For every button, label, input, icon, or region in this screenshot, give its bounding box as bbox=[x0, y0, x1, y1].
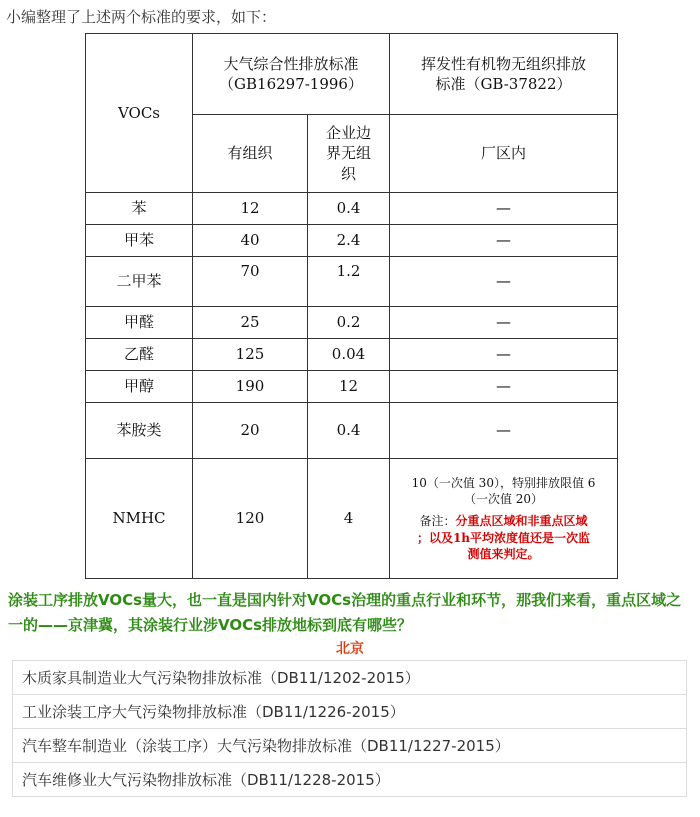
std2-title: 挥发性有机物无组织排放 bbox=[420, 54, 586, 73]
organized-value: 70 bbox=[193, 257, 308, 307]
std2-code: 标准（GB-37822） bbox=[435, 75, 572, 93]
boundary-value: 1.2 bbox=[308, 257, 390, 307]
nmhc-limit-line1: 10（一次值 30），特别排放限值 6 bbox=[411, 476, 596, 491]
organized-value: 20 bbox=[193, 403, 308, 459]
pollutant-name: 甲苯 bbox=[86, 225, 193, 257]
plant-value: — bbox=[390, 339, 618, 371]
nmhc-plant-note bbox=[390, 459, 618, 579]
standards-list bbox=[12, 661, 687, 797]
plant-value: — bbox=[390, 257, 618, 307]
list-item: 工业涂装工序大气污染物排放标准（DB11/1226-2015） bbox=[12, 694, 687, 729]
note-red-line2: ；以及1h平均浓度值还是一次监 bbox=[416, 530, 591, 545]
boundary-value: 4 bbox=[308, 459, 390, 579]
pollutant-name: NMHC bbox=[86, 459, 193, 579]
boundary-value: 0.04 bbox=[308, 339, 390, 371]
organized-header: 有组织 bbox=[193, 115, 308, 193]
plant-value: — bbox=[390, 403, 618, 459]
boundary-value: 0.2 bbox=[308, 307, 390, 339]
plant-value: — bbox=[390, 225, 618, 257]
vocs-header: VOCs bbox=[86, 34, 193, 193]
note-red-line3: 测值来判定。 bbox=[467, 546, 540, 561]
std1-header bbox=[193, 34, 390, 115]
std1-code: （GB16297-1996） bbox=[219, 75, 363, 93]
table-row bbox=[86, 307, 618, 339]
boundary-header: 企业边界无组织 bbox=[308, 115, 390, 193]
boundary-value: 0.4 bbox=[308, 403, 390, 459]
green-paragraph: 涂装工序排放VOCs量大，也一直是国内针对VOCs治理的重点行业和环节，那我们来看，重点区域之一的——京津冀，其涂装行业涉VOCs排放地标到底有哪些？ bbox=[8, 591, 682, 634]
std1-title: 大气综合性排放标准 bbox=[223, 54, 359, 73]
table-row bbox=[86, 193, 618, 225]
boundary-value: 12 bbox=[308, 371, 390, 403]
boundary-value: 0.4 bbox=[308, 193, 390, 225]
pollutant-name: 甲醛 bbox=[86, 307, 193, 339]
table-row bbox=[86, 371, 618, 403]
nmhc-limit-line2: （一次值 20） bbox=[463, 492, 544, 507]
list-item: 木质家具制造业大气污染物排放标准（DB11/1202-2015） bbox=[12, 660, 687, 695]
list-item: 汽车整车制造业（涂装工序）大气污染物排放标准（DB11/1227-2015） bbox=[12, 728, 687, 763]
table-row bbox=[86, 257, 618, 307]
organized-value: 120 bbox=[193, 459, 308, 579]
pollutant-name: 二甲苯 bbox=[86, 257, 193, 307]
organized-value: 25 bbox=[193, 307, 308, 339]
pollutant-name: 苯 bbox=[86, 193, 193, 225]
city-heading: 北京 bbox=[336, 641, 364, 657]
note-label: 备注： bbox=[419, 514, 456, 529]
boundary-value: 2.4 bbox=[308, 225, 390, 257]
std2-header bbox=[390, 34, 618, 115]
plant-value: — bbox=[390, 193, 618, 225]
table-row bbox=[86, 459, 618, 579]
list-item: 汽车维修业大气污染物排放标准（DB11/1228-2015） bbox=[12, 762, 687, 797]
intro-text: 小编整理了上述两个标准的要求，如下： bbox=[6, 8, 277, 26]
plant-value: — bbox=[390, 371, 618, 403]
organized-value: 190 bbox=[193, 371, 308, 403]
plant-header: 厂区内 bbox=[390, 115, 618, 193]
table-row bbox=[86, 225, 618, 257]
organized-value: 125 bbox=[193, 339, 308, 371]
pollutant-name: 苯胺类 bbox=[86, 403, 193, 459]
table-row bbox=[86, 403, 618, 459]
organized-value: 12 bbox=[193, 193, 308, 225]
plant-value: — bbox=[390, 307, 618, 339]
pollutant-name: 乙醛 bbox=[86, 339, 193, 371]
note-red-line1: 分重点区域和非重点区域 bbox=[455, 514, 588, 529]
standards-comparison-table bbox=[85, 33, 618, 579]
pollutant-name: 甲醇 bbox=[86, 371, 193, 403]
table-row bbox=[86, 339, 618, 371]
organized-value: 40 bbox=[193, 225, 308, 257]
